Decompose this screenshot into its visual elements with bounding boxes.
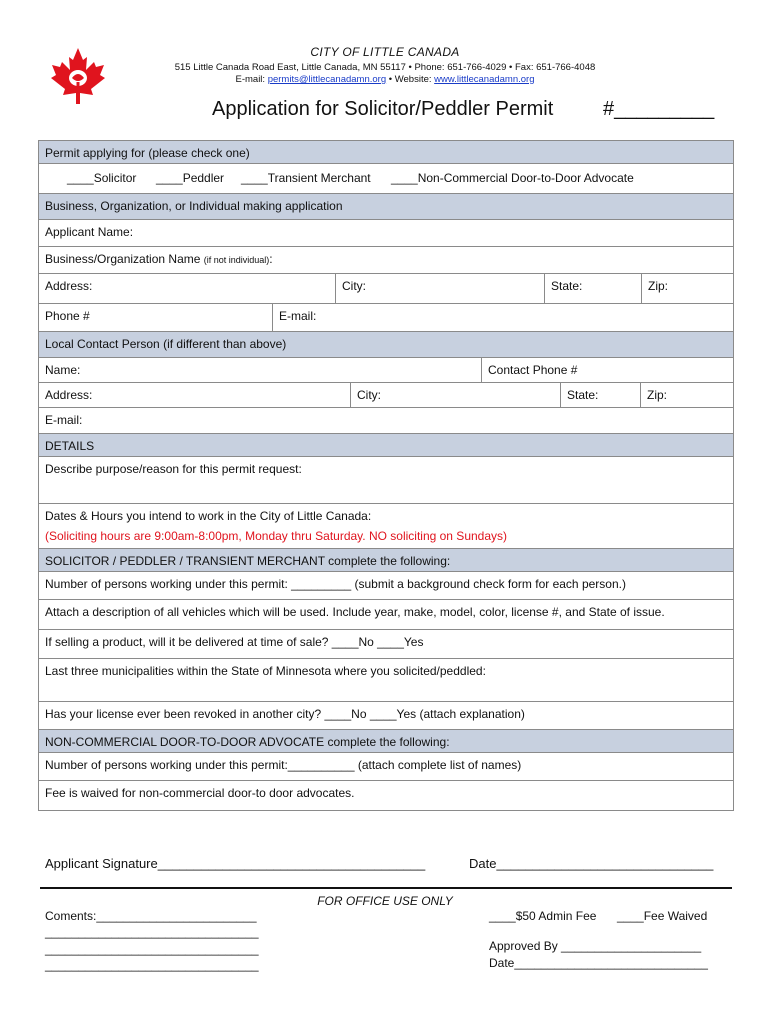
applicant-header: Business, Organization, or Individual making application <box>39 194 733 220</box>
hours-note: (Soliciting hours are 9:00am-8:00pm, Monday thru Saturday. NO soliciting on Sundays) <box>45 529 508 543</box>
applicant-signature-field[interactable]: Applicant Signature_____________________________________ <box>45 856 426 871</box>
office-use-title: FOR OFFICE USE ONLY <box>317 894 453 908</box>
permit-type-options <box>39 164 733 194</box>
delivery-question[interactable]: If selling a product, will it be delivered at time of sale? ____No ____Yes <box>39 630 733 659</box>
applicant-state-field[interactable]: State: <box>544 274 641 303</box>
option-transient-merchant[interactable]: ____Transient Merchant <box>241 171 371 185</box>
contact-address-field[interactable]: Address: <box>45 388 93 402</box>
applicant-name-field[interactable]: Applicant Name: <box>39 220 733 247</box>
city-address: 515 Little Canada Road East, Little Canada, MN 55117 • Phone: 651-766-4029 • Fax: 651-766-4048 <box>174 62 596 73</box>
office-comments-line[interactable]: ________________________________ <box>45 925 259 939</box>
applicant-zip-field[interactable]: Zip: <box>641 274 733 303</box>
contact-name-row <box>39 358 733 383</box>
business-name-label: Business/Organization Name <box>45 252 201 266</box>
contact-phone-field[interactable]: Contact Phone # <box>481 358 733 382</box>
permit-type-header: Permit applying for (please check one) <box>39 141 733 164</box>
municipalities-field[interactable]: Last three municipalities within the State of Minnesota where you solicited/peddled: <box>39 659 733 702</box>
contact-city-field[interactable]: City: <box>350 383 560 407</box>
details-header: DETAILS <box>39 434 733 457</box>
contact-zip-field[interactable]: Zip: <box>640 383 733 407</box>
applicant-city-field[interactable]: City: <box>335 274 544 303</box>
contact-name-field[interactable]: Name: <box>45 363 81 377</box>
applicant-address-row <box>39 274 733 304</box>
contact-line <box>0 74 770 85</box>
website-label: • Website: <box>388 74 432 85</box>
business-name-note: (if not individual) <box>203 255 270 265</box>
applicant-phone-field[interactable]: Phone # <box>45 309 90 323</box>
advocate-persons-field[interactable]: Number of persons working under this permit:__________ (attach complete list of names) <box>39 753 733 781</box>
dates-hours-label: Dates & Hours you intend to work in the City of Little Canada: <box>45 509 372 523</box>
office-divider <box>40 887 732 889</box>
fee-waived-note: Fee is waived for non-commercial door-to door advocates. <box>39 781 733 811</box>
signature-date-field[interactable]: Date______________________________ <box>469 856 714 871</box>
option-peddler[interactable]: ____Peddler <box>156 171 225 185</box>
revoked-question[interactable]: Has your license ever been revoked in another city? ____No ____Yes (attach explanation) <box>39 702 733 730</box>
option-advocate[interactable]: ____Non-Commercial Door-to-Door Advocate <box>391 171 634 185</box>
office-comments-line[interactable]: ________________________________ <box>45 958 259 972</box>
admin-fee-option[interactable]: ____$50 Admin Fee <box>489 909 597 923</box>
office-comments-field[interactable]: Coments:________________________ <box>45 909 257 923</box>
dates-hours-field[interactable] <box>39 504 733 549</box>
contact-address-row <box>39 383 733 408</box>
office-date-field[interactable]: Date_____________________________ <box>489 956 708 970</box>
applicant-address-field[interactable]: Address: <box>45 279 93 293</box>
fee-waived-option[interactable]: ____Fee Waived <box>617 909 708 923</box>
business-name-field[interactable] <box>39 247 733 274</box>
vehicles-field[interactable]: Attach a description of all vehicles which will be used. Include year, make, model, color, license #, and State of issue. <box>39 600 733 630</box>
local-contact-header: Local Contact Person (if different than above) <box>39 332 733 358</box>
advocate-section-header: NON-COMMERCIAL DOOR-TO-DOOR ADVOCATE complete the following: <box>39 730 733 753</box>
application-form <box>38 140 734 811</box>
solicitor-section-header: SOLICITOR / PEDDLER / TRANSIENT MERCHANT complete the following: <box>39 549 733 572</box>
applicant-email-field[interactable]: E-mail: <box>272 304 733 331</box>
permit-number: #_________ <box>603 98 715 120</box>
contact-state-field[interactable]: State: <box>560 383 640 407</box>
office-comments-line[interactable]: ________________________________ <box>45 942 259 956</box>
business-name-colon: : <box>269 252 273 266</box>
contact-email-field[interactable]: E-mail: <box>39 408 733 434</box>
email-link[interactable]: permits@littlecanadamn.org <box>267 74 387 85</box>
website-link[interactable]: www.littlecanadamn.org <box>434 74 535 85</box>
applicant-phone-row <box>39 304 733 332</box>
form-title: Application for Solicitor/Peddler Permit <box>212 98 554 120</box>
approved-by-field[interactable]: Approved By _____________________ <box>489 939 702 953</box>
solicitor-persons-field[interactable]: Number of persons working under this permit: _________ (submit a background check form for each person.) <box>39 572 733 600</box>
purpose-field[interactable]: Describe purpose/reason for this permit request: <box>39 457 733 504</box>
option-solicitor[interactable]: ____Solicitor <box>67 171 137 185</box>
email-label: E-mail: <box>235 74 266 85</box>
city-name: CITY OF LITTLE CANADA <box>310 45 460 59</box>
